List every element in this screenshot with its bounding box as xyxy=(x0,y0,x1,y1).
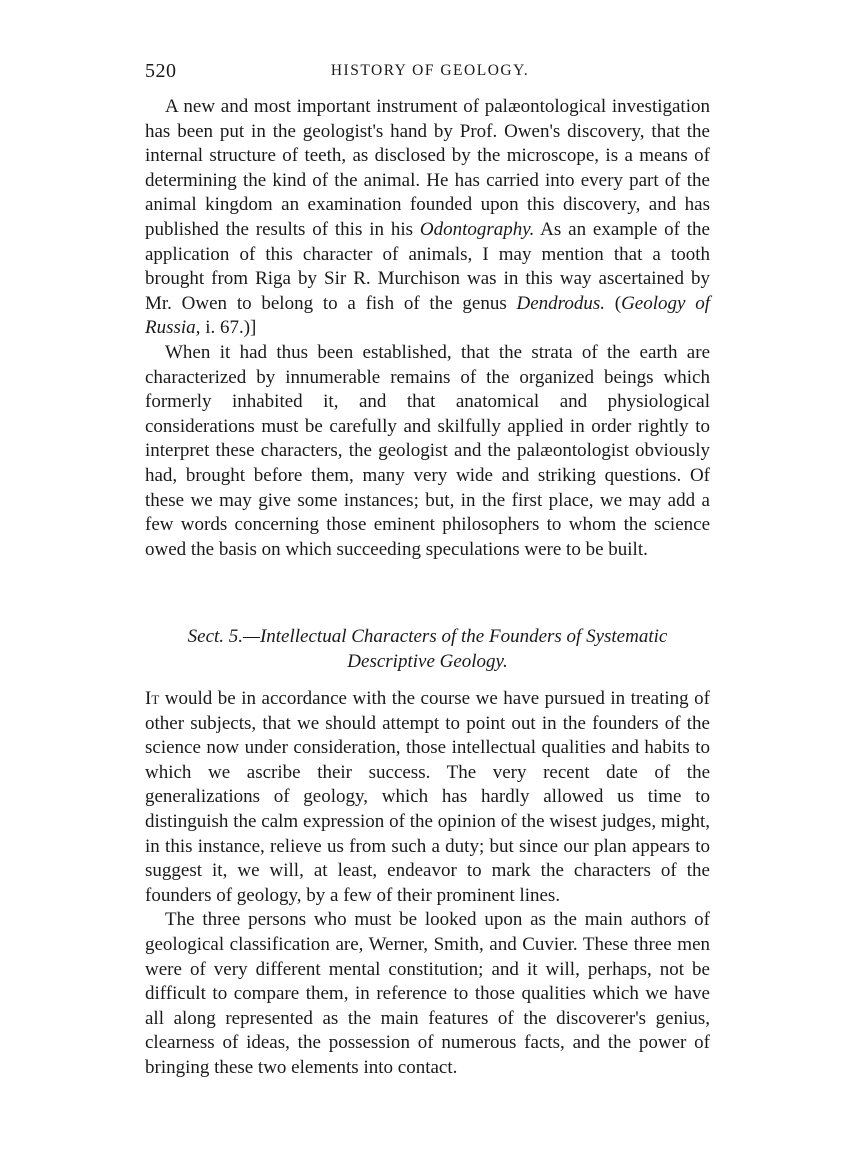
paragraph-strata-established: When it had thus been established, that the strata of the earth are characterized by innumerable remains of the organized beings which formerly inhabited it, and that anatomical and physiological considerations must be carefully and skilfully applied in order rightly to interpret these characters, the geologist and the palæontologist obviously had, brought before them, many very wide and striking questions. Of these we may give some instances; but, in the first place, we may add a few words concerning those eminent philosophers to whom the science owed the basis on which succeeding speculations were to be built. xyxy=(145,341,710,560)
italic-title-odontography: Odontography. xyxy=(419,218,535,240)
page-number: 520 xyxy=(145,60,177,82)
paragraph-three-founders: The three persons who must be looked upon as the main authors of geological classification are, Werner, Smith, and Cuvier. These three men were of very different mental constitution; and it will, perhaps, not be difficult to compare them, in reference to those qualities which we have all along represented as the main features of the discoverer's genius, clearness of ideas, the possession of numerous facts, and the power of bringing these two elements into contact. xyxy=(145,909,710,1078)
section-title: Intellectual Characters of the Founders of Systematic Descriptive Geology. xyxy=(259,626,668,672)
paragraph-text: A new and most important instrument of palæontological investigation has been put in the geologist's hand by Prof. Owen's discovery, that the internal structure of teeth, as disclosed by the microscope, is a means of determining the kind of the animal. He has carried into every part of the animal kingdom an examination founded upon this discovery, and has published the results of this in his xyxy=(145,96,710,240)
paragraph-intellectual-qualities xyxy=(145,687,710,908)
italic-genus-dendrodus: Dendrodus. xyxy=(516,292,605,314)
paragraph-text: As an example of the application of this character of animals, I may mention that a tooth brought from Riga by Sir R. Murchison was in this way ascertained by Mr. Owen to belong to a fish of the genus xyxy=(145,218,710,314)
lower-text-block xyxy=(145,687,710,1081)
paragraph-text: ( xyxy=(604,292,622,314)
paragraph-text: would be in accordance with the course we have pursued in treating of other subjects, that we should attempt to point out in the founders of the science now under consideration, those intellectual qualities and habits to which we ascribe their success. The very recent date of the generalizations of geology, which has hardly allowed us time to distinguish the calm expression of the opinion of the wisest judges, might, in this instance, relieve us from such a duty; but since our plan appears to suggest it, we will, at least, endeavor to mark the characters of the founders of geology, by a few of their prominent lines. xyxy=(145,688,710,906)
small-caps-opening: It xyxy=(145,688,160,709)
italic-title-geology-of-russia: Geology of Russia, xyxy=(145,292,710,339)
paragraph-text: i. 67.)] xyxy=(200,317,257,339)
section-number: Sect. 5.— xyxy=(187,626,260,647)
upper-text-block xyxy=(145,95,710,562)
page-header xyxy=(145,60,715,86)
running-head: HISTORY OF GEOLOGY. xyxy=(330,62,530,79)
section-heading xyxy=(145,624,710,674)
paragraph-owen-discovery xyxy=(145,95,710,341)
